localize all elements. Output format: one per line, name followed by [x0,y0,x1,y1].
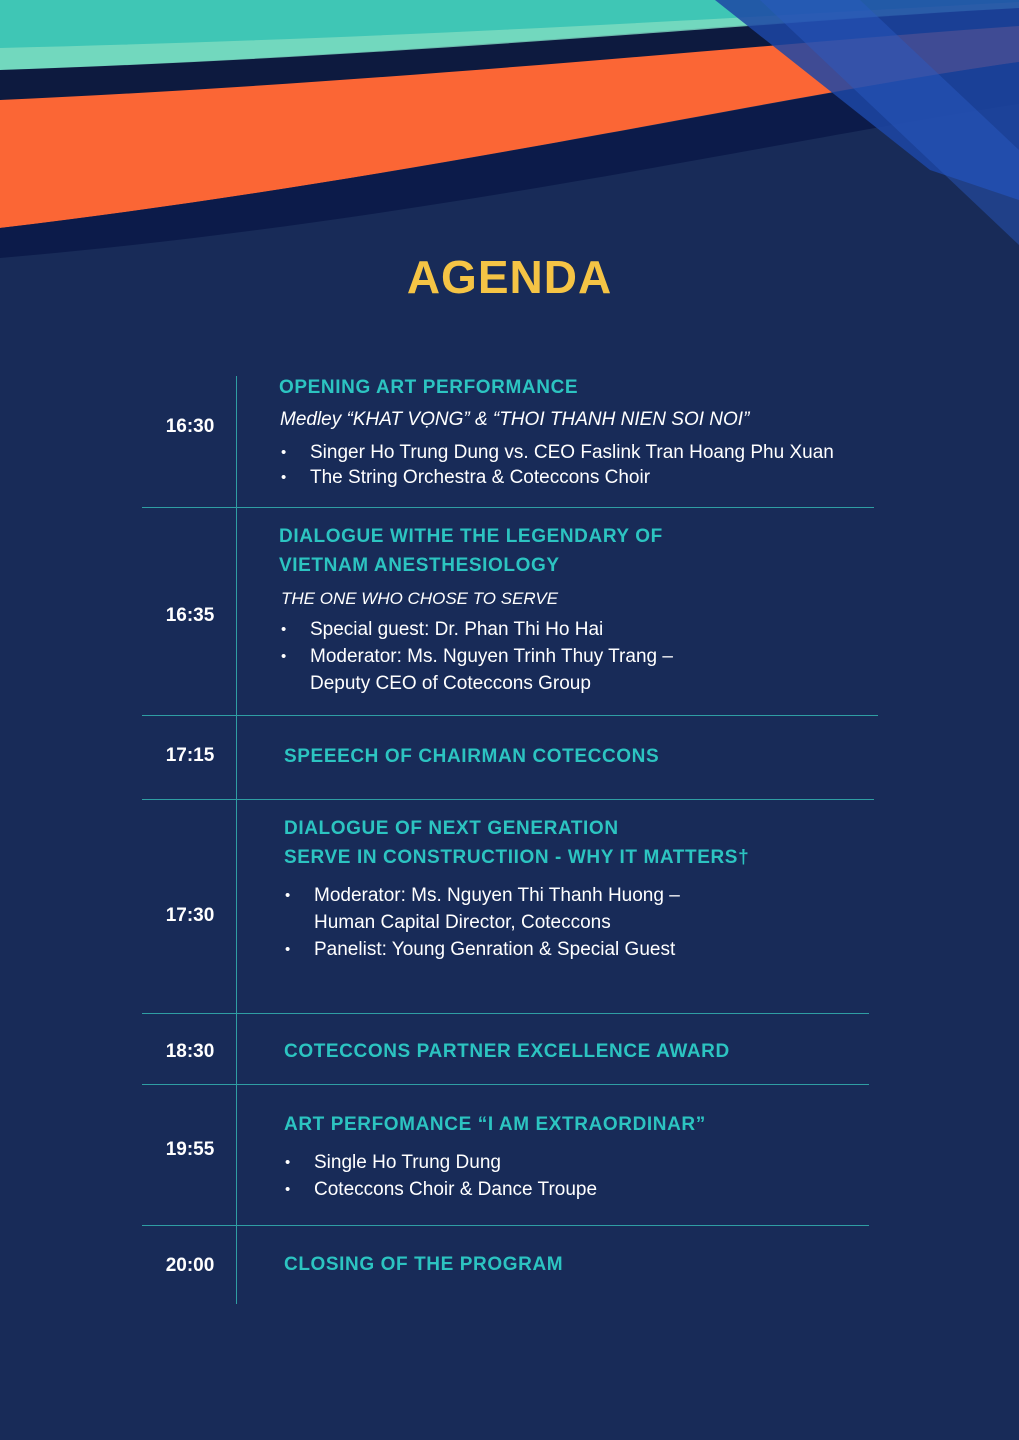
item-bullets [280,616,673,697]
bullet: • Special guest: Dr. Phan Thi Ho Hai [280,616,673,643]
time-label: 17:30 [165,905,215,926]
bullet: • Singer Ho Trung Dung vs. CEO Faslink Tran Hoang Phu Xuan [280,440,834,465]
item-subtitle: Medley “KHAT VỌNG” & “THOI THANH NIEN SOI NOI” [280,409,750,430]
item-heading: COTECCONS PARTNER EXCELLENCE AWARD [284,1041,730,1062]
bullet-continuation: Deputy CEO of Coteccons Group [310,673,591,694]
time-label: 20:00 [165,1255,215,1276]
item-heading: ART PERFOMANCE “I AM EXTRAORDINAR” [284,1114,706,1135]
item-heading: DIALOGUE OF NEXT GENERATION SERVE IN CONSTRUCTIION - WHY IT MATTERS† [284,818,750,868]
item-bullets [280,440,834,490]
item-heading: DIALOGUE WITHE THE LEGENDARY OF VIETNAM ANESTHESIOLOGY [279,526,663,576]
page-title: AGENDA [406,251,613,303]
item-heading: SPEEECH OF CHAIRMAN COTECCONS [284,746,660,767]
time-label: 18:30 [165,1041,215,1062]
divider-6 [142,1225,869,1226]
divider-2 [142,715,878,716]
item-bullets [284,1149,597,1203]
time-label: 17:15 [165,745,215,766]
bullet: • Coteccons Choir & Dance Troupe [284,1176,597,1203]
timeline-vertical-line [236,376,237,1304]
divider-1 [142,507,874,508]
bullet-continuation: Human Capital Director, Coteccons [314,912,611,933]
divider-3 [142,799,874,800]
item-heading: CLOSING OF THE PROGRAM [284,1254,564,1275]
bullet: • The String Orchestra & Coteccons Choir [280,465,834,490]
time-label: 16:30 [165,416,215,437]
item-subtitle: THE ONE WHO CHOSE TO SERVE [281,589,559,608]
bullet: • Moderator: Ms. Nguyen Thi Thanh Huong – [284,882,680,909]
divider-5 [142,1084,869,1085]
divider-4 [142,1013,869,1014]
time-label: 19:55 [165,1139,215,1160]
item-bullets [284,882,680,963]
bullet: • Single Ho Trung Dung [284,1149,597,1176]
bullet: • Panelist: Young Genration & Special Guest [284,936,680,963]
time-label: 16:35 [165,605,215,626]
bullet: • Moderator: Ms. Nguyen Trinh Thuy Trang – [280,643,673,670]
item-heading: OPENING ART PERFORMANCE [279,377,579,398]
